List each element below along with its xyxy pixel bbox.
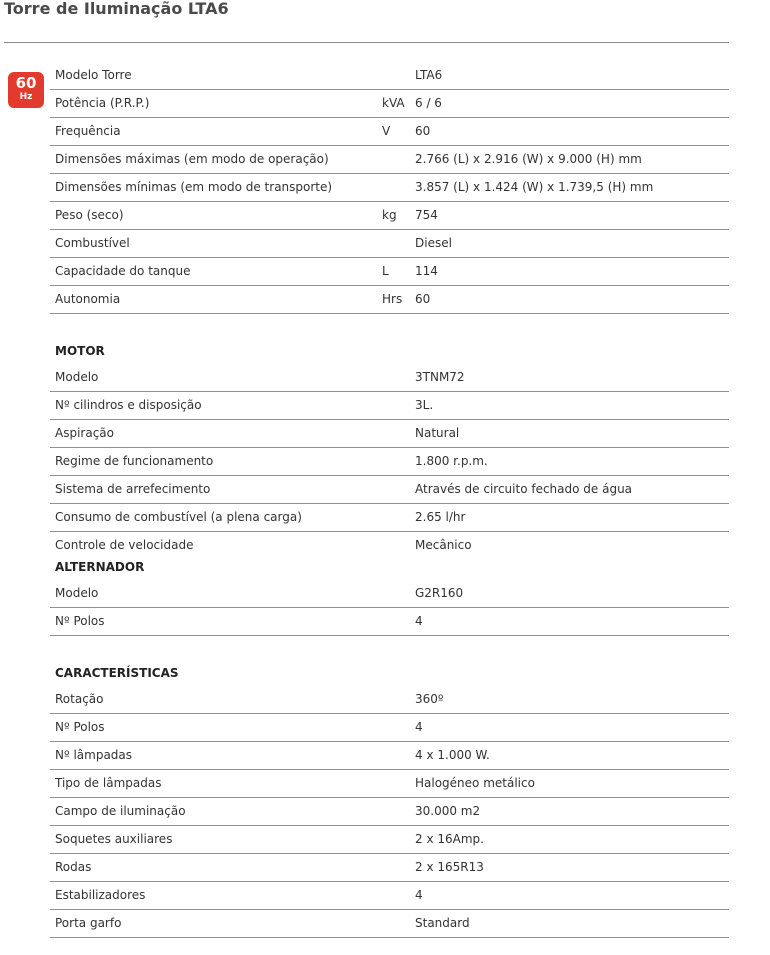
table-row (50, 504, 729, 532)
row-label: Aspiração (55, 426, 114, 440)
table-row (50, 364, 729, 392)
section-heading-alternador: ALTERNADOR (55, 560, 145, 574)
row-value: 3L. (415, 398, 434, 412)
row-label: Modelo (55, 370, 99, 384)
row-value: 4 (415, 720, 423, 734)
row-value: 754 (415, 208, 438, 222)
table-row (50, 580, 729, 608)
table-row (50, 608, 729, 636)
row-value: 30.000 m2 (415, 804, 481, 818)
row-value: Através de circuito fechado de água (415, 482, 633, 496)
table-row (50, 532, 729, 560)
row-label: Dimensões máximas (em modo de operação) (55, 152, 329, 166)
row-label: Nº Polos (55, 614, 105, 628)
table-row (50, 770, 729, 798)
title-divider (4, 42, 729, 43)
row-label: Combustível (55, 236, 130, 250)
page-title: Torre de Iluminação LTA6 (4, 0, 229, 18)
row-value: 3TNM72 (415, 370, 465, 384)
table-row (50, 854, 729, 882)
table-row (50, 798, 729, 826)
table-row (50, 202, 729, 230)
table-row (50, 230, 729, 258)
row-value: Standard (415, 916, 470, 930)
table-row (50, 686, 729, 714)
row-label: Frequência (55, 124, 121, 138)
section-heading-caracteristicas: CARACTERÍSTICAS (55, 666, 179, 680)
table-row (50, 258, 729, 286)
table-row (50, 742, 729, 770)
section-heading-motor: MOTOR (55, 344, 105, 358)
row-value: 60 (415, 292, 431, 306)
badge-number: 60 (15, 74, 37, 92)
row-label: Dimensões mínimas (em modo de transporte) (55, 180, 333, 194)
row-value: LTA6 (415, 68, 443, 82)
table-row (50, 146, 729, 174)
table-row (50, 448, 729, 476)
general-specs-table (50, 62, 729, 314)
row-label: Porta garfo (55, 916, 122, 930)
alternador-specs-table (50, 580, 729, 636)
row-label: Rodas (55, 860, 92, 874)
row-value: Diesel (415, 236, 452, 250)
row-value: G2R160 (415, 586, 464, 600)
row-value: Halogéneo metálico (415, 776, 535, 790)
table-row (50, 62, 729, 90)
row-value: 114 (415, 264, 438, 278)
row-label: Modelo (55, 586, 99, 600)
row-label: Controle de velocidade (55, 538, 194, 552)
row-label: Modelo Torre (55, 68, 132, 82)
row-value: 1.800 r.p.m. (415, 454, 488, 468)
row-label: Sistema de arrefecimento (55, 482, 211, 496)
row-label: Regime de funcionamento (55, 454, 214, 468)
row-unit: kVA (382, 96, 405, 110)
table-row (50, 90, 729, 118)
row-value: 2 x 16Amp. (415, 832, 484, 846)
caracteristicas-specs-table (50, 686, 729, 938)
row-value: 4 (415, 614, 423, 628)
table-row (50, 420, 729, 448)
row-label: Potência (P.R.P.) (55, 96, 150, 110)
table-row (50, 882, 729, 910)
row-label: Capacidade do tanque (55, 264, 191, 278)
badge-unit: Hz (19, 92, 33, 102)
row-label: Nº Polos (55, 720, 105, 734)
row-label: Nº cilindros e disposição (55, 398, 202, 412)
table-row (50, 118, 729, 146)
row-value: 2.65 l/hr (415, 510, 466, 524)
row-unit: L (382, 264, 389, 278)
row-unit: kg (382, 208, 397, 222)
frequency-badge-icon (8, 72, 44, 108)
row-label: Peso (seco) (55, 208, 124, 222)
table-row (50, 714, 729, 742)
table-row (50, 174, 729, 202)
row-value: 4 x 1.000 W. (415, 748, 490, 762)
row-value: 60 (415, 124, 431, 138)
row-label: Autonomia (55, 292, 121, 306)
row-label: Rotação (55, 692, 104, 706)
row-label: Tipo de lâmpadas (55, 776, 162, 790)
row-value: Mecânico (415, 538, 472, 552)
row-value: 2.766 (L) x 2.916 (W) x 9.000 (H) mm (415, 152, 642, 166)
row-value: 2 x 165R13 (415, 860, 484, 874)
motor-specs-table (50, 364, 729, 560)
table-row (50, 910, 729, 938)
table-row (50, 286, 729, 314)
row-value: Natural (415, 426, 460, 440)
table-row (50, 826, 729, 854)
row-label: Nº lâmpadas (55, 748, 133, 762)
row-label: Consumo de combustível (a plena carga) (55, 510, 302, 524)
row-unit: Hrs (382, 292, 403, 306)
row-value: 3.857 (L) x 1.424 (W) x 1.739,5 (H) mm (415, 180, 654, 194)
row-label: Soquetes auxiliares (55, 832, 173, 846)
table-row (50, 392, 729, 420)
table-row (50, 476, 729, 504)
row-value: 360º (415, 692, 444, 706)
row-unit: V (382, 124, 391, 138)
row-value: 6 / 6 (415, 96, 442, 110)
row-label: Campo de iluminação (55, 804, 186, 818)
row-value: 4 (415, 888, 423, 902)
row-label: Estabilizadores (55, 888, 146, 902)
